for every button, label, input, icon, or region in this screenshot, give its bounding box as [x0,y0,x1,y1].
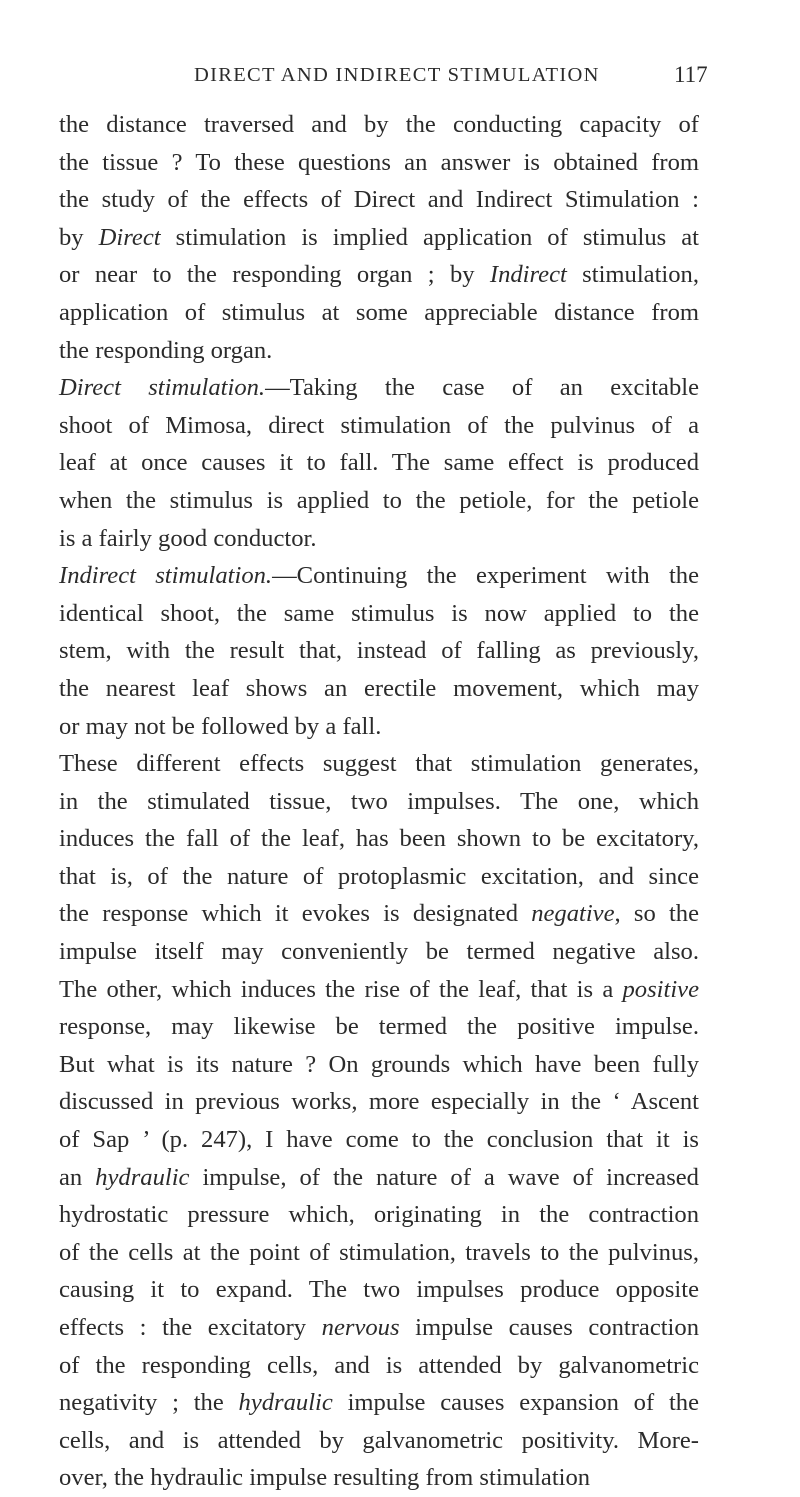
text-line [59,144,699,182]
italic-text-run: Indirect [489,261,567,289]
text-line [59,1159,699,1197]
italic-text-run: negative [531,900,615,928]
text-run: response, may likewise be termed the positive impulse. [59,1013,699,1041]
text-run: impulse, of the nature of a wave of increased [189,1163,699,1191]
text-line [59,1422,699,1460]
text-run: cells, and is attended by galvanometric positivity. More- [59,1426,699,1454]
page-header [0,62,800,92]
text-line [59,332,699,370]
text-line [59,219,699,257]
page-number: 117 [674,62,708,87]
text-run: impulse causes expansion of the [332,1389,699,1417]
text-line [59,1196,699,1234]
text-line [59,482,699,520]
text-run: stimulation, [566,261,699,289]
text-line [59,181,699,219]
text-run: induces the fall of the leaf, has been shown to be excitatory, [59,825,699,853]
text-run: —Continuing the experiment with the [272,562,700,590]
text-run: or near to the responding organ ; by [59,261,490,289]
text-line [59,595,699,633]
text-line [59,1121,699,1159]
text-line [59,444,699,482]
text-run: the distance traversed and by the conducting capacity of [59,111,699,138]
text-run: causing it to expand. The two impulses produce opposite [59,1276,699,1304]
text-run: when the stimulus is applied to the petiole, for the petiole [59,486,699,514]
text-run: over, the hydraulic impulse resulting from stimulation [59,1464,591,1492]
text-run: hydrostatic pressure which, originating in the contraction [59,1201,699,1229]
text-run: These different effects suggest that stimulation generates, [59,750,699,778]
text-line [59,745,699,783]
text-run: by [59,223,99,251]
text-line [59,820,699,858]
text-run: negativity ; the [59,1389,239,1417]
italic-text-run: positive [622,975,699,1003]
text-run: in the stimulated tissue, two impulses. The one, which [59,787,699,815]
text-run: the response which it evokes is designated [59,900,532,928]
text-line [59,369,699,407]
text-line [59,708,699,746]
text-run: effects : the excitatory [59,1314,322,1341]
text-line [59,1234,699,1272]
text-run: the responding organ. [59,336,273,364]
text-line [59,783,699,821]
text-line [59,971,699,1009]
text-run: —Taking the case of an excitable [265,374,699,402]
text-line [59,294,699,332]
text-line [59,1083,699,1121]
text-line [59,520,699,558]
running-head: DIRECT AND INDIRECT STIMULATION [194,64,600,86]
italic-text-run: Direct stimulation. [59,374,266,402]
text-run: of the responding cells, and is attended by galvanometric [59,1351,699,1379]
text-run: or may not be followed by a fall. [59,712,382,740]
text-line [59,1309,699,1347]
text-line [59,1008,699,1046]
text-line [59,895,699,933]
text-line [59,106,699,144]
text-run: is a fairly good conductor. [59,524,317,552]
text-run: application of stimulus at some appreciable distance from [59,298,699,326]
text-run: leaf at once causes it to fall. The same effect is produced [59,449,699,477]
text-run: impulse itself may conveniently be termed negative also. [59,938,699,966]
text-run: the study of the effects of Direct and Indirect Stimulation : [59,186,699,214]
text-run: the nearest leaf shows an erectile movement, which may [59,674,699,702]
text-run: identical shoot, the same stimulus is now applied to the [59,599,699,627]
italic-text-run: hydraulic [238,1389,333,1417]
italic-text-run: hydraulic [95,1163,190,1191]
text-run: that is, of the nature of protoplasmic excitation, and since [59,862,699,890]
text-run: shoot of Mimosa, direct stimulation of the pulvinus of a [59,411,699,439]
italic-text-run: Indirect stimulation. [59,562,273,590]
text-line [59,557,699,595]
text-run: of Sap ’ (p. 247), I have come to the conclusion that it is [59,1126,699,1154]
text-line [59,632,699,670]
text-run: the tissue ? To these questions an answer is obtained from [59,148,699,176]
text-run: an [59,1163,96,1191]
text-line [59,256,699,294]
text-line [59,1459,699,1497]
text-run: stem, with the result that, instead of falling as previously, [59,637,699,665]
text-run: discussed in previous works, more especially in the ‘ Ascent [59,1088,699,1116]
text-line [59,407,699,445]
italic-text-run: nervous [321,1314,400,1341]
text-run: But what is its nature ? On grounds which have been fully [59,1050,699,1078]
text-run: , so the [614,900,699,928]
text-line [59,933,699,971]
text-run: of the cells at the point of stimulation, travels to the pulvinus, [59,1238,699,1266]
text-run: The other, which induces the rise of the leaf, that is a [59,975,623,1003]
text-line [59,670,699,708]
text-run: stimulation is implied application of stimulus at [160,223,700,251]
body-text [59,106,699,1497]
text-line [59,1384,699,1422]
text-line [59,1271,699,1309]
text-line [59,858,699,896]
text-line [59,1046,699,1084]
italic-text-run: Direct [98,223,161,251]
text-line [59,1347,699,1385]
text-run: impulse causes contraction [399,1314,699,1341]
